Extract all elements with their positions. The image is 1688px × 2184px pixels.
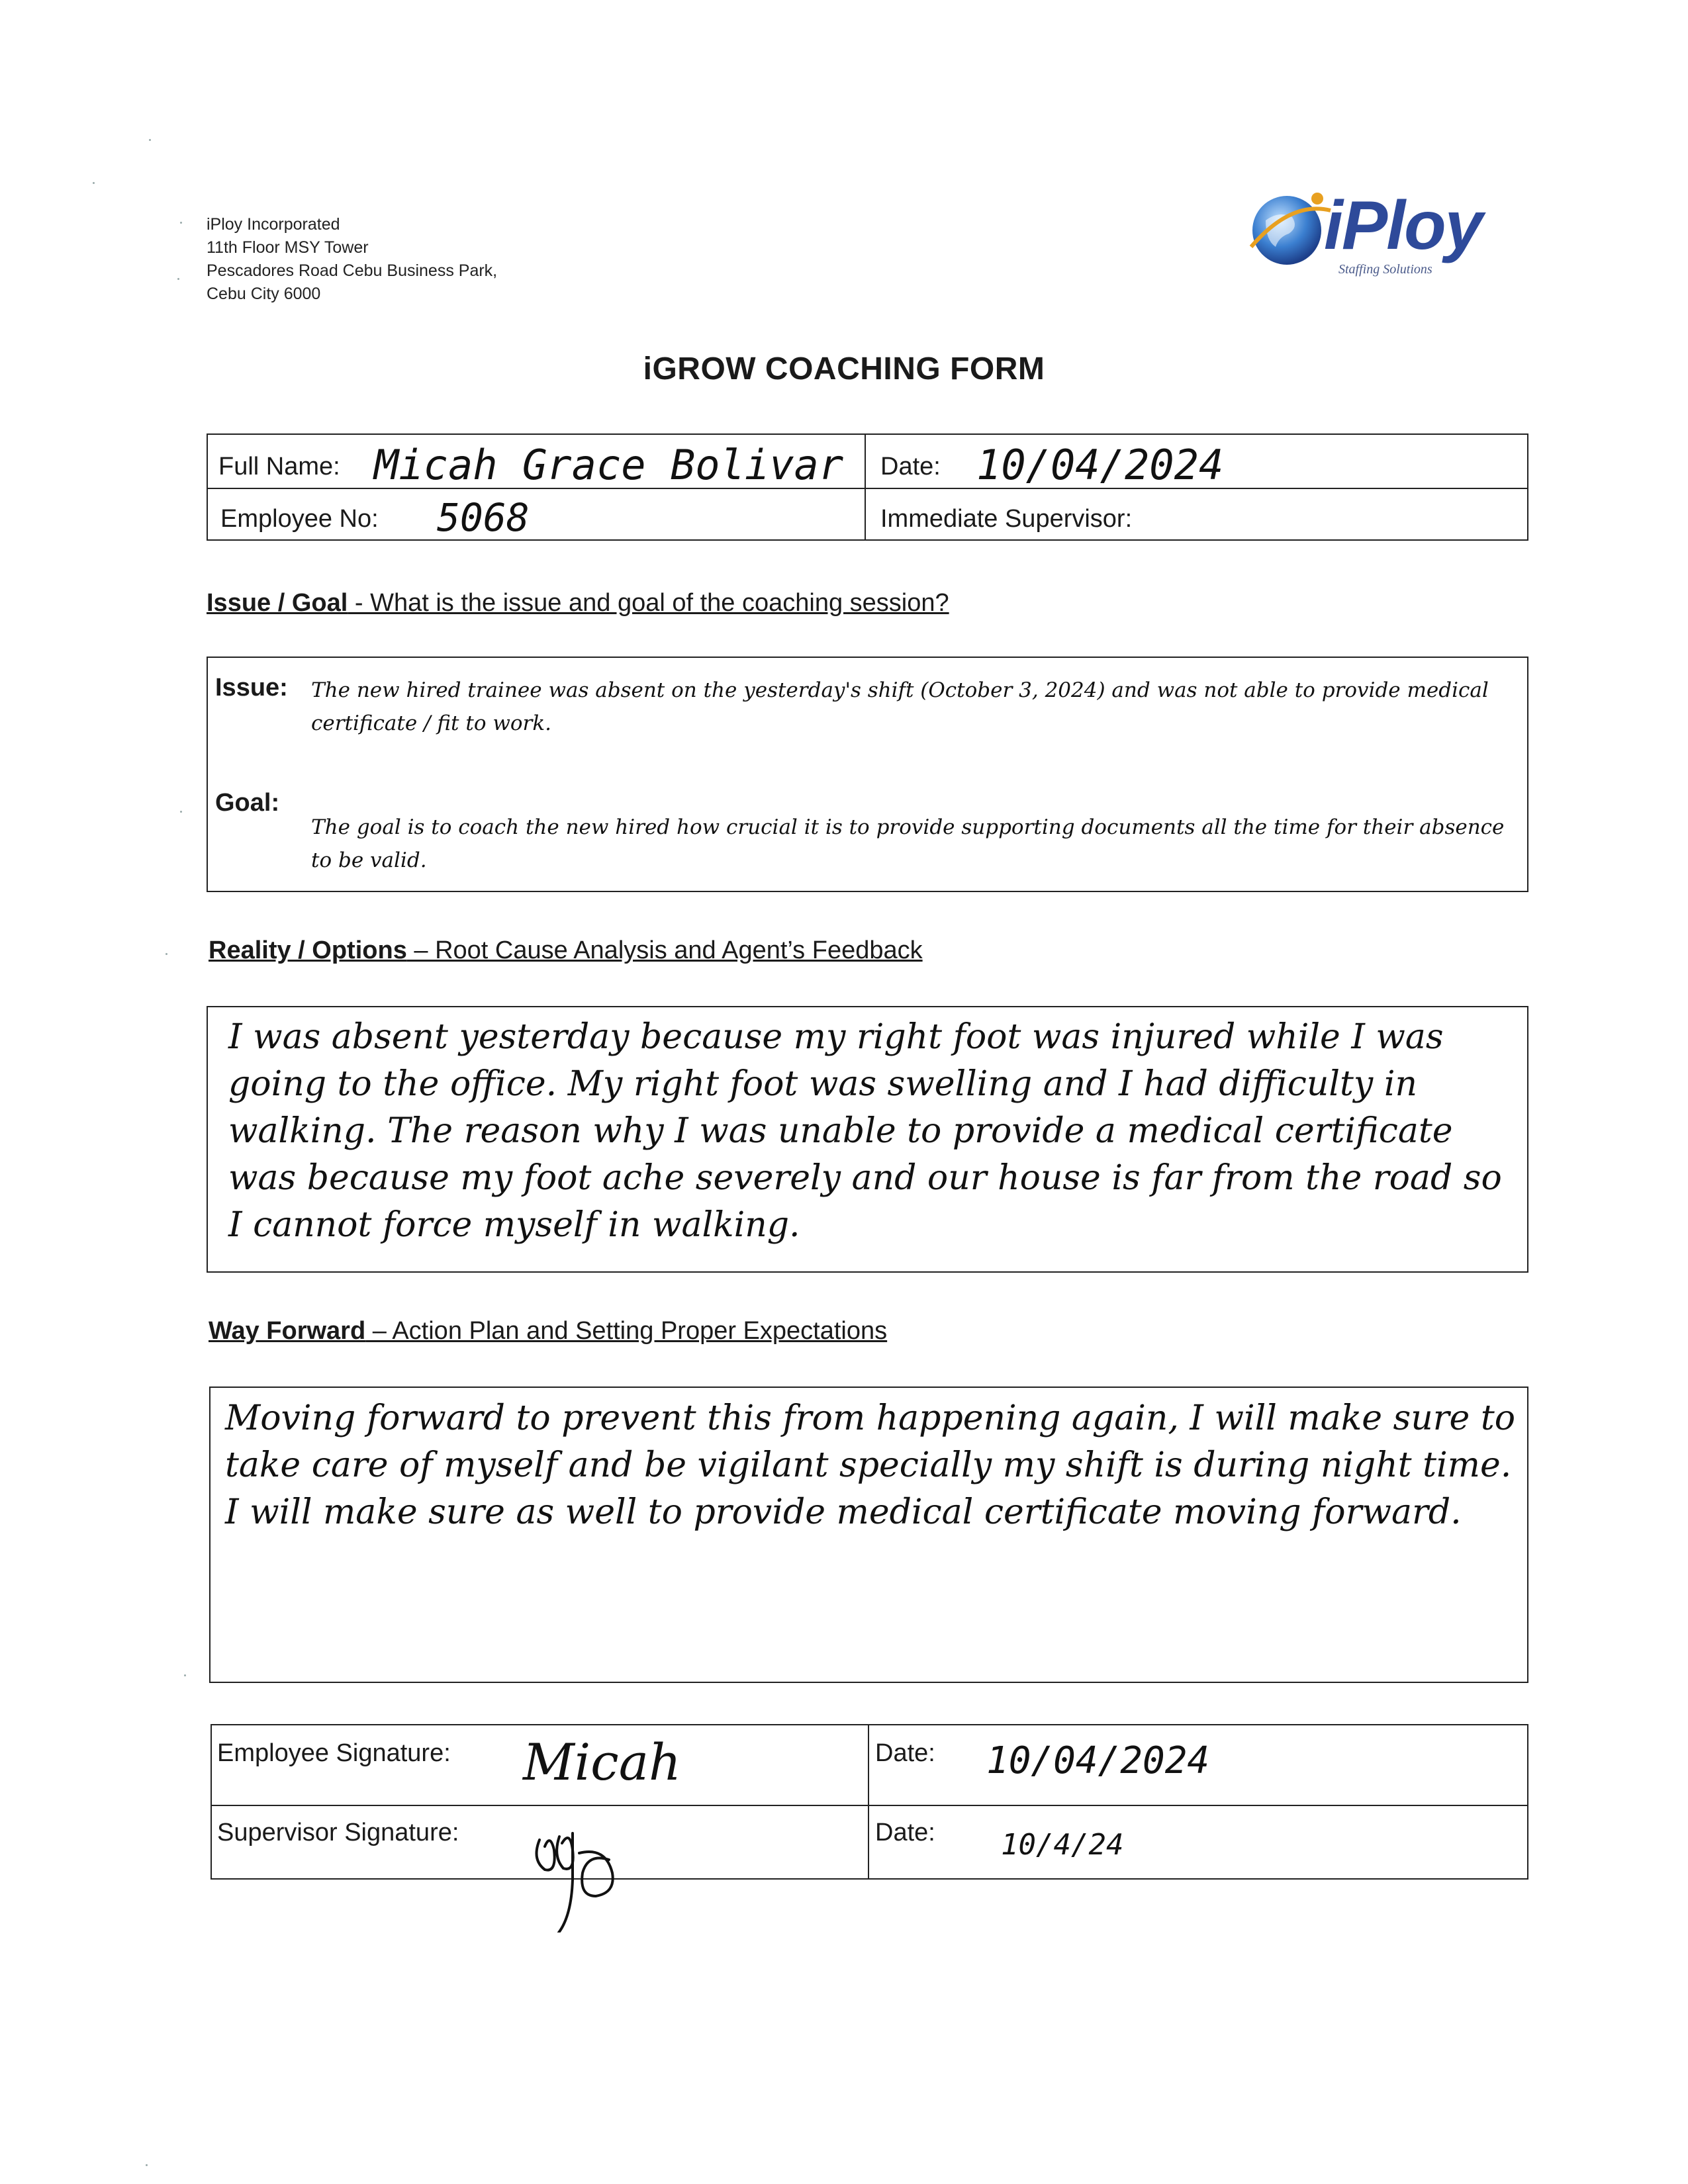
reality-heading (209, 936, 923, 965)
reality-heading-bold: Reality / Options (209, 936, 407, 964)
issue-goal-heading-rest: - What is the issue and goal of the coaching session? (348, 589, 949, 617)
issue-goal-heading (207, 589, 949, 617)
supervisor-date: 10/4/24 (1001, 1828, 1124, 1862)
logo-brand: iPloy (1324, 187, 1482, 264)
employee-signature-label: Employee Signature: (217, 1739, 451, 1767)
company-address (207, 213, 497, 306)
way-forward-heading-rest: – Action Plan and Setting Proper Expectations (365, 1317, 888, 1345)
full-name-label: Full Name: (218, 453, 340, 480)
issue-label: Issue: (215, 674, 288, 702)
supervisor-label: Immediate Supervisor: (880, 505, 1133, 533)
supervisor-signature-drawing (526, 1813, 619, 1933)
company-name: iPloy Incorporated (207, 215, 340, 234)
employee-signature: Micah (523, 1733, 681, 1792)
scan-speck (177, 278, 179, 280)
logo-tagline: Staffing Solutions (1338, 262, 1432, 277)
scan-speck (93, 182, 95, 184)
scan-speck (180, 811, 182, 813)
issue-text: The new hired trainee was absent on the yesterday's shift (October 3, 2024) and was not able to provide medical certificate / fit to work. (311, 678, 1489, 735)
reality-text: I was absent yesterday because my right foot was injured while I was going to the office. My right foot was swelling and I had difficulty in walking. The reason why I was unable to provide a medical certificate was because my foot ache severely and our house is far from the road so I cannot force myself in walking. (228, 1017, 1502, 1245)
employee-date: 10/04/2024 (986, 1739, 1210, 1782)
way-forward-text: Moving forward to prevent this from happening again, I will make sure to take care of myself and be vigilant specially my shift is during night time. I will make sure as well to provide medical certificate moving forward. (225, 1398, 1516, 1532)
reality-heading-rest: – Root Cause Analysis and Agent’s Feedback (406, 936, 923, 964)
scan-speck (149, 139, 151, 141)
address-line-2: Pescadores Road Cebu Business Park, (207, 261, 498, 280)
employee-date-label: Date: (875, 1739, 935, 1767)
scan-speck (165, 953, 167, 955)
date-label: Date: (880, 453, 941, 480)
way-forward-heading (209, 1317, 887, 1345)
scan-speck (146, 2164, 148, 2166)
full-name-value: Micah Grace Bolivar (374, 441, 844, 489)
iploy-logo (1246, 184, 1497, 283)
address-line-1: 11th Floor MSY Tower (207, 238, 369, 257)
scan-speck (184, 1674, 186, 1676)
scan-speck (180, 222, 182, 224)
supervisor-date-label: Date: (875, 1819, 935, 1846)
goal-label: Goal: (215, 789, 280, 817)
supervisor-signature-label: Supervisor Signature: (217, 1819, 459, 1846)
issue-goal-heading-bold: Issue / Goal (207, 589, 348, 617)
form-title: iGROW COACHING FORM (643, 351, 1045, 387)
way-forward-heading-bold: Way Forward (209, 1317, 366, 1345)
address-line-3: Cebu City 6000 (207, 285, 321, 303)
employee-no-value: 5068 (437, 495, 530, 540)
date-value: 10/04/2024 (976, 441, 1224, 489)
employee-no-label: Employee No: (220, 505, 379, 533)
goal-text: The goal is to coach the new hired how crucial it is to provide supporting documents all the time for their absence to be valid. (311, 815, 1505, 872)
